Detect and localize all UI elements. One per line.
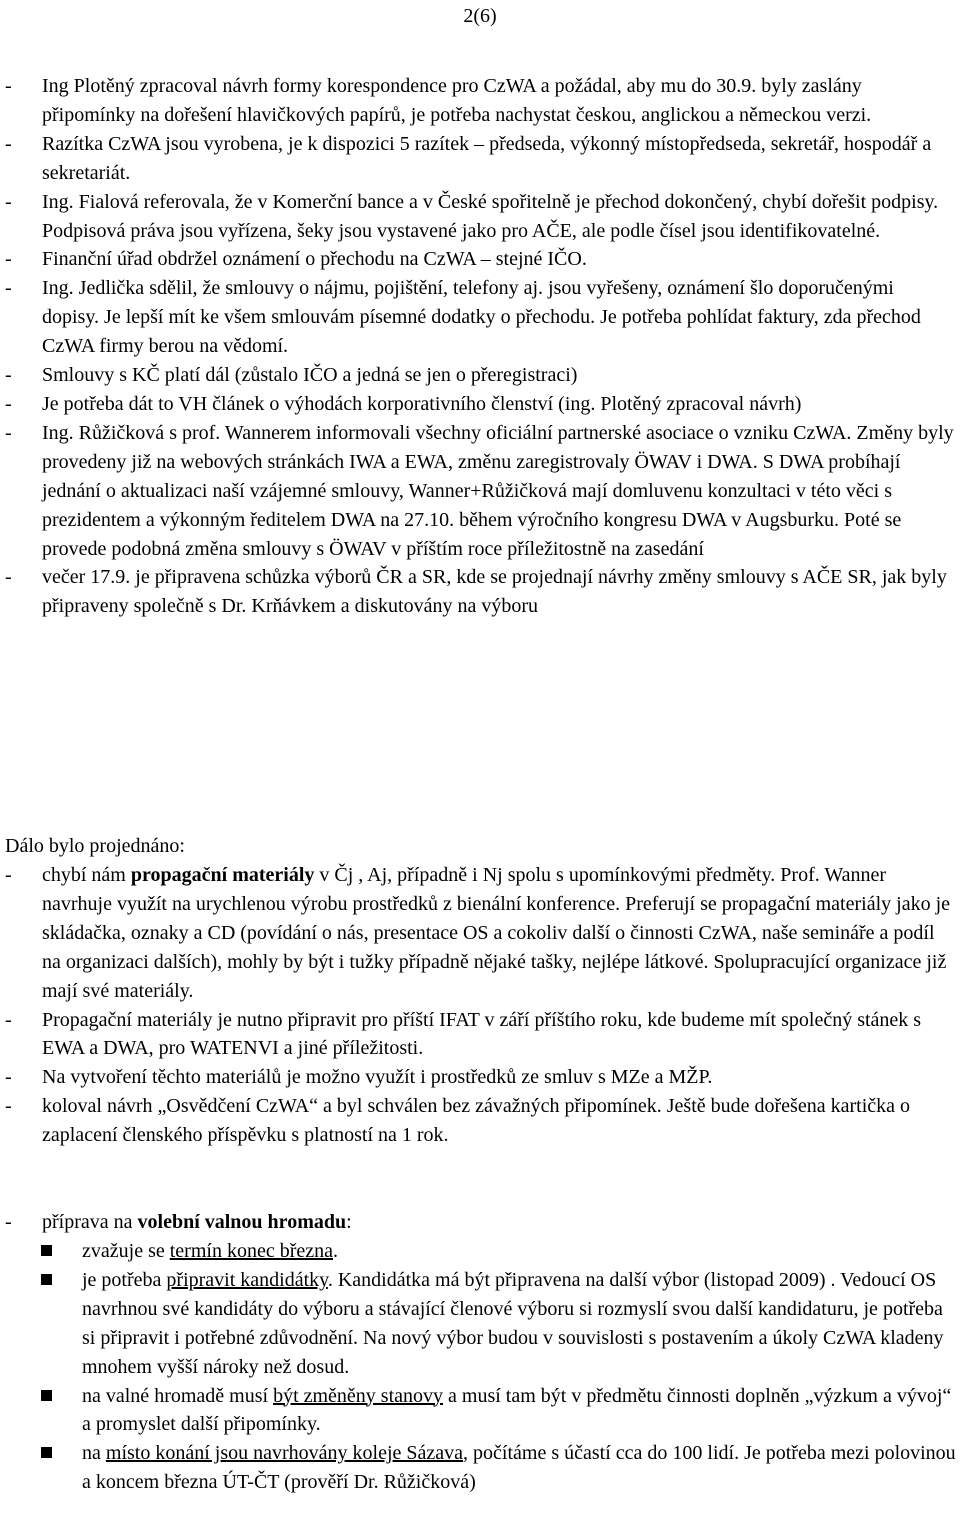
list-item-assembly — [0, 1208, 960, 1237]
dash-marker: - — [5, 1008, 12, 1031]
item-text: koloval návrh „Osvědčení CzWA“ a byl schválen bez závažných připomínek. Ještě bude dořešena kartička o zaplacení členského příspěvku s platností na 1 rok. — [42, 1095, 910, 1147]
meeting-notes-list — [0, 72, 960, 621]
list-item — [0, 188, 960, 246]
sub-list-item — [0, 1266, 960, 1382]
sub-text-underline: připravit kandidátky — [166, 1268, 328, 1291]
list-item — [0, 563, 960, 621]
list-item — [0, 1006, 960, 1064]
item-text: Ing Plotěný zpracoval návrh formy korespondence pro CzWA a požádal, aby mu do 30.9. byly zaslány připomínky na dořešení hlavičkových papírů, je potřeba nachystat českou, anglickou a německou verzi. — [42, 75, 872, 126]
list-item — [0, 245, 960, 274]
item-text: Ing. Jedlička sdělil, že smlouvy o nájmu, pojištění, telefony aj. jsou vyřešeny, oznámení šlo doporučenými dopisy. Je lepší mít ke všem smlouvám písemné dodatky o přechodu. Je potřeba pohlídat faktury, zda přechod CzWA firmy berou na vědomí. — [42, 277, 921, 358]
square-bullet-icon — [41, 1274, 52, 1285]
discussed-list — [0, 861, 960, 1150]
item-text: Propagační materiály je nutno připravit pro příští IFAT v září příštího roku, kde budeme mít společný stánek s EWA a DWA, pro WATENVI a jiné příležitosti. — [42, 1008, 922, 1060]
item-text-pre: příprava na — [42, 1211, 138, 1233]
sub-list-item — [0, 1237, 960, 1266]
square-bullet-icon — [41, 1390, 52, 1401]
list-item — [0, 390, 960, 419]
sub-text-pre: je potřeba — [82, 1268, 167, 1291]
dash-marker: - — [5, 1095, 12, 1118]
dash-marker: - — [5, 132, 12, 155]
sub-text-post: , počítáme s účastí cca do 100 lidí. Je potřeba mezi polovinou a koncem března ÚT-ČT (prověří Dr. Růžičková) — [82, 1442, 956, 1494]
item-text: večer 17.9. je připravena schůzka výborů ČR a SR, kde se projednají návrhy změny smlouvy s AČE SR, jak byly připraveny společně s Dr. Krňávkem a diskutovány na výboru — [42, 566, 947, 618]
sub-list-item — [0, 1439, 960, 1497]
item-text-bold: propagační materiály — [130, 864, 315, 886]
item-text-post: v Čj , Aj, případně i Nj spolu s upomínkovými předměty. Prof. Wanner navrhuje využít na urychlenou výrobu prostředků z bienální konference. Preferují se propagační materiály jako je skládačka, oznaky a CD (povídání o nás, presentace OS a cokoliv další o činnosti CzWA, naše semináře a podíl na organizaci dalších), mohly by být i tužky případně nějaké tašky, nejlépe látkové. Spolupracující organizace již mají své materiály. — [42, 864, 950, 1002]
item-text-post: : — [346, 1211, 352, 1233]
dash-marker: - — [5, 1211, 12, 1233]
dash-marker: - — [5, 1066, 12, 1089]
sub-list-item — [0, 1382, 960, 1440]
list-item — [0, 274, 960, 361]
list-item — [0, 361, 960, 390]
item-text: Ing. Růžičková s prof. Wannerem informovali všechny oficiální partnerské asociace o vzniku CzWA. Změny byly provedeny již na webových stránkách IWA a EWA, změnu zaregistrovaly ÖWAV i DWA. S DWA probíhají jednání o aktualizaci naší vzájemné smlouvy, Wanner+Růžičková mají domluvenu konzultaci v této věci s prezidentem a výkonným ředitelem DWA na 27.10. během výročního kongresu DWA v Augsburku. Poté se provede podobná změna smlouvy s ÖWAV v příštím roce příležitostně na zasedání — [42, 421, 954, 560]
assembly-preparation — [0, 1208, 960, 1237]
sub-text-pre: zvažuje se — [82, 1240, 170, 1262]
sub-text-underline: být změněny stanovy — [273, 1384, 444, 1407]
item-text-bold: volební valnou hromadu — [137, 1211, 347, 1233]
sub-text-post: a musí tam být v předmětu činnosti doplněn „výzkum a vývoj“ a promyslet další připomínky. — [82, 1384, 952, 1436]
item-text: Razítka CzWA jsou vyrobena, je k dispozici 5 razítek – předseda, výkonný místopředseda, sekretář, hospodář a sekretariát. — [42, 132, 932, 184]
list-item — [0, 72, 960, 130]
list-item — [0, 130, 960, 188]
dash-marker: - — [5, 421, 12, 444]
sub-text-underline: místo konání jsou navrhovány koleje Sázava — [105, 1442, 464, 1465]
dash-marker: - — [5, 364, 12, 387]
item-text-pre: chybí nám — [42, 864, 131, 886]
item-text: Na vytvoření těchto materiálů je možno využít i prostředků ze smluv s MZe a MŽP. — [42, 1066, 713, 1089]
page-number: 2(6) — [463, 5, 497, 27]
square-bullet-icon — [41, 1447, 52, 1458]
sub-text-pre: na valné hromadě musí — [82, 1384, 274, 1407]
assembly-subitems — [0, 1237, 960, 1497]
section-heading: Dálo bylo projednáno: — [5, 835, 185, 857]
dash-marker: - — [5, 190, 12, 213]
item-text: Ing. Fialová referovala, že v Komerční bance a v České spořitelně je přechod dokončený, chybí dořešit podpisy. Podpisová práva jsou vyřízena, šeky jsou vystavené jako pro AČE, ale podle čísel jsou identifikovatelné. — [42, 190, 939, 242]
list-item — [0, 419, 960, 564]
item-text: Finanční úřad obdržel oznámení o přechodu na CzWA – stejné IČO. — [42, 248, 587, 271]
list-item — [0, 1092, 960, 1150]
list-item-materials — [0, 861, 960, 1006]
item-text: Je potřeba dát to VH článek o výhodách korporativního členství (ing. Plotěný zpracoval návrh) — [42, 392, 802, 415]
sub-text-post: . — [333, 1240, 338, 1262]
list-item — [0, 1063, 960, 1092]
dash-marker: - — [5, 392, 12, 415]
sub-text-underline: termín konec března — [169, 1240, 333, 1262]
sub-text-pre: na — [82, 1442, 106, 1465]
square-bullet-icon — [41, 1245, 52, 1256]
dash-marker: - — [5, 248, 12, 271]
dash-marker: - — [5, 864, 12, 886]
item-text: Smlouvy s KČ platí dál (zůstalo IČO a jedná se jen o přeregistraci) — [42, 364, 578, 387]
dash-marker: - — [5, 277, 12, 300]
sub-text-post: . Kandidátka má být připravena na další výbor (listopad 2009) . Vedoucí OS navrhnou své kandidáty do výboru a stávající členové výboru si rozmyslí svou další kandidaturu, je potřeba si připravit i potřebné zdůvodnění. Na nový výbor budou v souvislosti s postavením a úkoly CzWA kladeny mnohem vyšší nároky než dosud. — [82, 1268, 944, 1378]
dash-marker: - — [5, 566, 12, 589]
dash-marker: - — [5, 75, 12, 97]
